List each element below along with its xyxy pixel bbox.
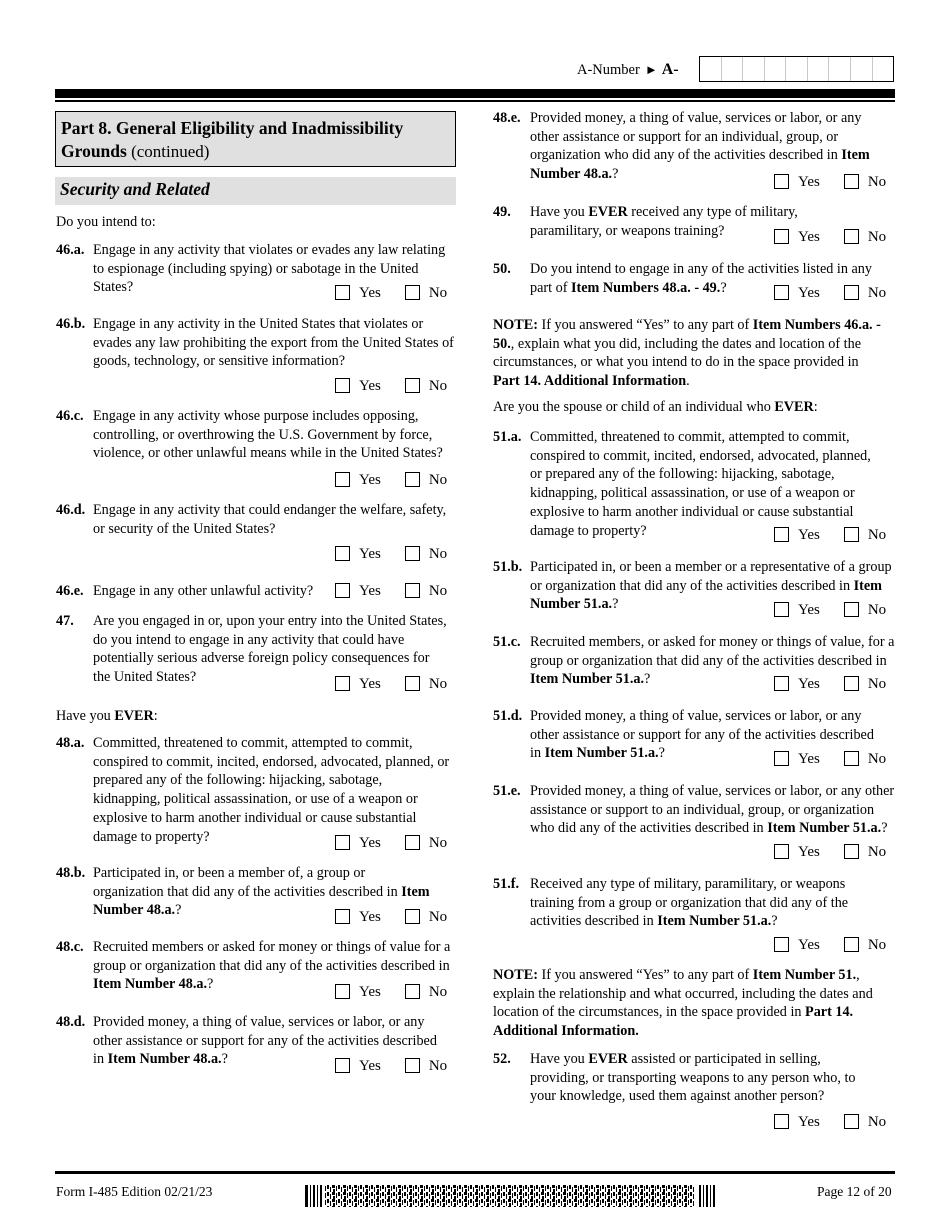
no-checkbox[interactable] [405, 546, 420, 561]
item-number: 47. [56, 613, 74, 629]
yes-no-51a [774, 526, 886, 544]
question-text: Received any type of military, paramilitary, or weapons training from a group or organization that did any of the activities described in [530, 876, 849, 930]
note-text: If you answered “Yes” to any part of [537, 317, 753, 333]
question-text: Participated in, or been a member of, a group or organization that did any of the activities described in [93, 865, 402, 900]
yes-label: Yes [798, 527, 820, 543]
no-checkbox[interactable] [844, 844, 859, 859]
item-number: 46.e. [56, 583, 84, 599]
no-checkbox[interactable] [405, 909, 420, 924]
yes-no-50 [774, 284, 886, 302]
yes-label: Yes [359, 984, 381, 1000]
yes-checkbox[interactable] [335, 1058, 350, 1073]
yes-no-48d [335, 1057, 447, 1075]
item-reference: Item Numbers 48.a. - 49. [570, 279, 721, 296]
item-number: 48.b. [56, 865, 86, 881]
yes-no-48c [335, 983, 447, 1001]
no-checkbox[interactable] [405, 472, 420, 487]
yes-checkbox[interactable] [774, 937, 789, 952]
yes-label: Yes [359, 1058, 381, 1074]
yes-no-49 [774, 228, 886, 246]
question-text: Recruited members or asked for money or things of value for a group or organization that did any of the activities described in [93, 939, 451, 974]
a-number-text: A-Number [577, 62, 640, 78]
yes-checkbox[interactable] [335, 583, 350, 598]
question-end: ? [207, 976, 214, 993]
no-label: No [428, 676, 448, 692]
item-number: 51.e. [493, 783, 521, 799]
question-pre: Have you [530, 1051, 589, 1067]
question-text: Engage in any activity in the United States that violates or evades any law prohibiting the export from the United States of goods, technology, or sensitive information? [93, 316, 454, 370]
ever-text: EVER [588, 204, 628, 220]
yes-label: Yes [359, 909, 381, 925]
question-text: Provided money, a thing of value, services or labor, or any other assistance or support for an individual, group, or organization who did any of the activities described in [530, 110, 862, 164]
yes-no-51f [774, 936, 886, 954]
yes-checkbox[interactable] [335, 285, 350, 300]
no-label: No [867, 602, 887, 618]
yes-checkbox[interactable] [335, 676, 350, 691]
no-label: No [428, 472, 448, 488]
question-text: Are you engaged in or, upon your entry into the United States, do you intend to engage in any activity that could have potentially serious adverse foreign policy consequences for the United States? [93, 613, 447, 686]
no-label: No [867, 285, 887, 301]
a-number-input[interactable] [699, 56, 894, 82]
yes-checkbox[interactable] [774, 602, 789, 617]
item-reference: Item Number 48.a. [93, 976, 208, 993]
item-number: 52. [493, 1051, 511, 1067]
yes-checkbox[interactable] [774, 676, 789, 691]
no-label: No [867, 229, 887, 245]
no-label: No [867, 751, 887, 767]
no-label: No [867, 174, 887, 190]
note-reference: Item Number 51. [752, 967, 857, 983]
question-text: Provided money, a thing of value, services or labor, or any other assistance or support to an individual, group, or organization who did any of the activities described in [530, 783, 895, 837]
yes-checkbox[interactable] [335, 546, 350, 561]
item-number: 46.c. [56, 408, 84, 424]
item-number: 48.d. [56, 1014, 86, 1030]
item-number: 48.a. [56, 735, 85, 751]
yes-checkbox[interactable] [335, 472, 350, 487]
note-label: NOTE: [493, 967, 538, 983]
no-checkbox[interactable] [844, 602, 859, 617]
no-label: No [867, 527, 887, 543]
no-checkbox[interactable] [844, 285, 859, 300]
yes-checkbox[interactable] [774, 751, 789, 766]
no-label: No [428, 835, 448, 851]
question-end: ? [221, 1051, 228, 1068]
question-end: ? [720, 279, 727, 296]
yes-label: Yes [798, 937, 820, 953]
item-number: 51.c. [493, 634, 521, 650]
item-reference: Item Number 48.a. [93, 883, 430, 919]
yes-no-46b [335, 377, 447, 395]
item-reference: Item Number 51.a. [544, 745, 659, 762]
item-reference: Item Number 51.a. [767, 820, 882, 837]
item-reference: Item Number 51.a. [657, 913, 772, 930]
note-reference: Item Numbers 46.a. - 50. [493, 317, 881, 352]
no-checkbox[interactable] [844, 174, 859, 189]
item-number: 48.c. [56, 939, 84, 955]
item-reference: Item Number 51.a. [530, 671, 645, 688]
item-number: 46.b. [56, 316, 86, 332]
ever-text: EVER [774, 399, 814, 415]
note-text: . [686, 373, 690, 390]
no-label: No [428, 378, 448, 394]
no-label: No [428, 909, 448, 925]
a-number-label [577, 61, 679, 79]
header-rule-thin [55, 100, 895, 102]
yes-checkbox[interactable] [335, 835, 350, 850]
intro-have-you-ever [56, 707, 158, 726]
no-checkbox[interactable] [844, 751, 859, 766]
question-end: ? [881, 820, 888, 837]
yes-checkbox[interactable] [335, 909, 350, 924]
intro-intend: Do you intend to: [56, 214, 156, 230]
have-you-text: Have you [56, 708, 115, 724]
item-reference: Item Number 51.a. [530, 577, 882, 613]
spouse-colon: : [813, 399, 818, 415]
no-checkbox[interactable] [844, 676, 859, 691]
spouse-child-question [493, 398, 818, 417]
yes-no-48e [774, 173, 886, 191]
yes-label: Yes [359, 583, 381, 599]
question-text: assisted or participated in selling, providing, or transporting weapons to any person who, to your knowledge, used them against another person? [530, 1051, 856, 1105]
yes-checkbox[interactable] [774, 229, 789, 244]
note-text: , explain what you did, including the dates and location of the circumstances, or what you intend to do in the space provided in [493, 335, 862, 371]
no-checkbox[interactable] [405, 378, 420, 393]
question-text: Engage in any activity that could endanger the welfare, safety, or security of the United States? [93, 502, 447, 537]
note-text: , explain the relationship and what occurred, including the dates and location of the circumstances, in the space provided in [493, 967, 873, 1021]
yes-no-51e [774, 843, 886, 861]
header-rule-thick [55, 89, 895, 98]
yes-checkbox[interactable] [335, 984, 350, 999]
no-label: No [428, 285, 448, 301]
yes-label: Yes [359, 546, 381, 562]
no-checkbox[interactable] [844, 527, 859, 542]
no-checkbox[interactable] [405, 835, 420, 850]
yes-label: Yes [798, 174, 820, 190]
part-title: Part 8. General Eligibility and Inadmissibility [61, 118, 404, 138]
note-text: If you answered “Yes” to any part of [537, 967, 753, 983]
question-text: Engage in any other unlawful activity? [93, 583, 314, 599]
barcode-icon [305, 1185, 715, 1207]
note-51 [493, 966, 888, 1041]
part-title-box [55, 111, 456, 167]
no-checkbox[interactable] [405, 583, 420, 598]
question-text: Participated in, or been a member or a representative of a group or organization that did any of the activities described in [530, 559, 892, 594]
question-text: Provided money, a thing of value, services or labor, or any other assistance or support for any of the activities described in [93, 1014, 437, 1068]
note-label: NOTE: [493, 317, 538, 333]
part-continued: (continued) [126, 142, 210, 161]
yes-checkbox[interactable] [774, 174, 789, 189]
yes-no-51b [774, 601, 886, 619]
yes-no-51c [774, 675, 886, 693]
item-reference: Item Number 48.a. [107, 1051, 222, 1068]
spouse-text: Are you the spouse or child of an individual who [493, 399, 775, 415]
yes-label: Yes [359, 676, 381, 692]
question-text: Engage in any activity that violates or evades any law relating to espionage (including spying) or sabotage in the United States? [93, 242, 446, 296]
form-edition: Form I-485 Edition 02/21/23 [56, 1184, 213, 1199]
no-label: No [867, 937, 887, 953]
part-title-line2: Grounds [61, 141, 127, 161]
yes-no-46a [335, 284, 447, 302]
question-end: ? [612, 166, 619, 183]
ever-text: EVER [588, 1051, 628, 1067]
note-46-50 [493, 316, 888, 391]
yes-no-47 [335, 675, 447, 693]
item-number: 51.f. [493, 876, 520, 892]
no-checkbox[interactable] [844, 229, 859, 244]
section-header: Security and Related [55, 177, 456, 205]
item-number: 51.d. [493, 708, 523, 724]
question-text: Committed, threatened to commit, attempted to commit, conspired to commit, incited, endorsed, advocated, planned, or prepared any of the following: hijacking, sabotage, kidnapping, political assassination, or use of a weapon or explosive to harm another individual or cause substantial damage to property? [530, 429, 871, 539]
yes-label: Yes [798, 229, 820, 245]
item-reference: Item Number 48.a. [530, 147, 870, 183]
item-number: 51.a. [493, 429, 522, 445]
question-text: Do you intend to engage in any of the activities listed in any part of [530, 261, 872, 296]
yes-no-52 [774, 1113, 886, 1131]
question-end: ? [175, 902, 182, 919]
colon-text: : [153, 708, 158, 724]
yes-no-46e [335, 582, 447, 600]
yes-label: Yes [359, 472, 381, 488]
item-number: 51.b. [493, 559, 523, 575]
yes-no-46c [335, 471, 447, 489]
no-label: No [867, 1114, 887, 1130]
yes-checkbox[interactable] [335, 378, 350, 393]
yes-checkbox[interactable] [774, 527, 789, 542]
question-end: ? [612, 596, 619, 613]
no-checkbox[interactable] [844, 937, 859, 952]
item-number: 46.d. [56, 502, 86, 518]
no-checkbox[interactable] [405, 676, 420, 691]
ever-text: EVER [114, 708, 154, 724]
question-text: Provided money, a thing of value, services or labor, or any other assistance or support for any of the activities described in [530, 708, 874, 762]
question-end: ? [771, 913, 778, 930]
note-part-reference: Part 14. Additional Information. [493, 1004, 854, 1040]
item-number: 50. [493, 261, 511, 277]
yes-label: Yes [359, 835, 381, 851]
no-checkbox[interactable] [405, 984, 420, 999]
footer-rule [55, 1171, 895, 1174]
yes-label: Yes [798, 285, 820, 301]
yes-checkbox[interactable] [774, 1114, 789, 1129]
note-part-reference: Part 14. Additional Information [493, 373, 687, 390]
yes-no-51d [774, 750, 886, 768]
no-label: No [867, 676, 887, 692]
question-end: ? [658, 745, 665, 762]
arrow-right-icon: ► [644, 62, 658, 77]
question-end: ? [644, 671, 651, 688]
no-label: No [428, 583, 448, 599]
page-number: Page 12 of 20 [817, 1184, 892, 1199]
yes-label: Yes [798, 844, 820, 860]
no-label: No [867, 844, 887, 860]
item-number: 49. [493, 204, 511, 220]
yes-label: Yes [798, 602, 820, 618]
yes-checkbox[interactable] [774, 844, 789, 859]
yes-no-46d [335, 545, 447, 563]
yes-checkbox[interactable] [774, 285, 789, 300]
question-text: Committed, threatened to commit, attempted to commit, conspired to commit, incited, endorsed, advocated, planned, or prepared any of the following: hijacking, sabotage, kidnapping, political assassination, or use of a weapon or explosive to harm another individual or cause substantial damage to property? [93, 735, 450, 845]
item-number: 48.e. [493, 110, 521, 126]
no-label: No [428, 984, 448, 1000]
no-label: No [428, 1058, 448, 1074]
yes-label: Yes [798, 676, 820, 692]
yes-no-48a [335, 834, 447, 852]
yes-no-48b [335, 908, 447, 926]
yes-label: Yes [359, 285, 381, 301]
question-text: received any type of military, paramilitary, or weapons training? [530, 204, 798, 239]
item-number: 46.a. [56, 242, 85, 258]
no-checkbox[interactable] [844, 1114, 859, 1129]
no-label: No [428, 546, 448, 562]
no-checkbox[interactable] [405, 1058, 420, 1073]
no-checkbox[interactable] [405, 285, 420, 300]
question-text: Recruited members, or asked for money or things of value, for a group or organization that did any of the activities described in [530, 634, 895, 669]
yes-label: Yes [798, 751, 820, 767]
question-text: Engage in any activity whose purpose includes opposing, controlling, or overthrowing the U.S. Government by force, violence, or other unlawful means while in the United States? [93, 408, 443, 462]
yes-label: Yes [798, 1114, 820, 1130]
a-prefix: A- [661, 61, 679, 78]
question-pre: Have you [530, 204, 589, 220]
yes-label: Yes [359, 378, 381, 394]
